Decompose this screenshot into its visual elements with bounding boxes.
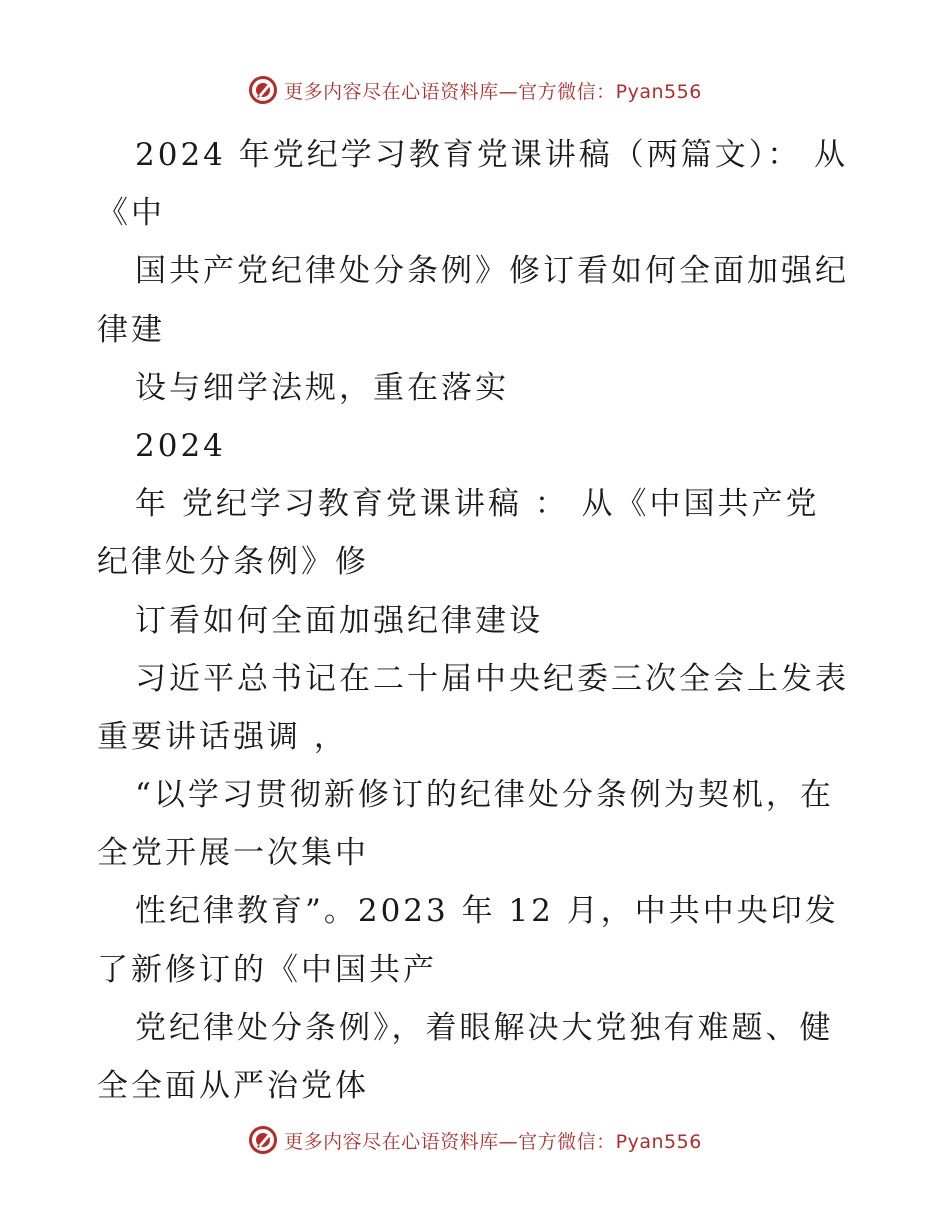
text-line: “以学习贯彻新修订的纪律处分条例为契机，在 bbox=[135, 777, 834, 814]
document-body bbox=[97, 126, 857, 1115]
header-banner-text: 更多内容尽在心语资料库—官方微信：Pyan556 bbox=[284, 80, 702, 103]
text-line: 订看如何全面加强纪律建设 bbox=[135, 602, 543, 639]
text-line: 2024 年党纪学习教育党课讲稿（两篇文）： 从 bbox=[135, 137, 849, 173]
text-line: 《中 bbox=[97, 195, 165, 232]
text-line: 性纪律教育”。2023 年 12 月，中共中央印发 bbox=[135, 893, 839, 930]
text-line: 习近平总书记在二十届中央纪委三次全会上发表 bbox=[135, 660, 849, 697]
text-line: 党纪律处分条例》，着眼解决大党独有难题、健 bbox=[135, 1009, 834, 1046]
text-line: 2024 bbox=[135, 427, 226, 464]
text-line: 律建 bbox=[97, 311, 165, 348]
text-line: 年 党纪学习教育党课讲稿 ： 从《中国共产党 bbox=[135, 486, 820, 523]
text-line: 了新修订的《中国共产 bbox=[97, 951, 437, 988]
pen-circle-logo-icon bbox=[248, 75, 278, 105]
text-line: 重要讲话强调 ， bbox=[97, 718, 348, 755]
text-line: 设与细学法规，重在落实 bbox=[135, 369, 509, 406]
text-line: 国共产党纪律处分条例》修订看如何全面加强纪 bbox=[135, 253, 849, 290]
text-line: 全全面从严治党体 bbox=[97, 1068, 369, 1104]
header-banner bbox=[0, 70, 950, 110]
text-line: 纪律处分条例》修 bbox=[97, 544, 369, 581]
footer-banner-text: 更多内容尽在心语资料库—官方微信：Pyan556 bbox=[284, 1130, 702, 1153]
pen-circle-logo-icon bbox=[248, 1125, 278, 1155]
text-line: 全党开展一次集中 bbox=[97, 835, 369, 872]
footer-banner bbox=[0, 1120, 950, 1160]
